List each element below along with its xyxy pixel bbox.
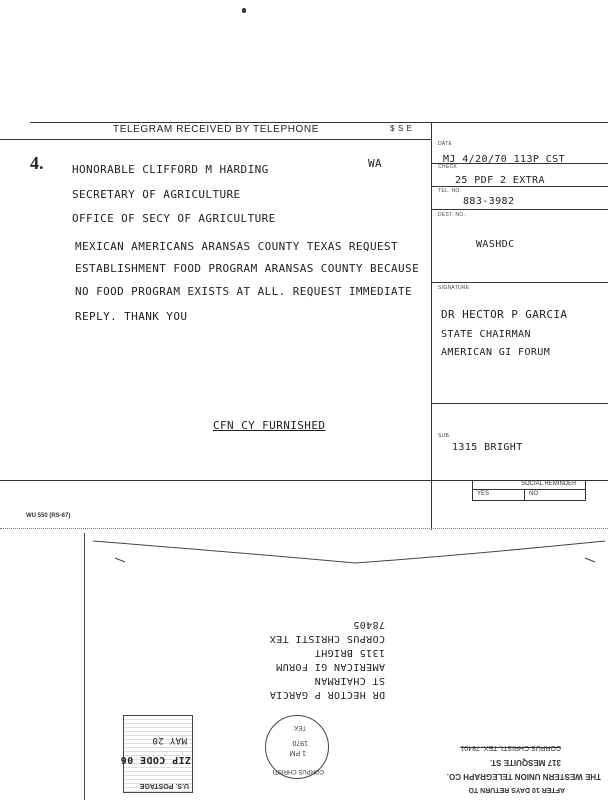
message-line-2: ESTABLISHMENT FOOD PROGRAM ARANSAS COUNTY BECAUSE [75,262,420,275]
signature-line-2: STATE CHAIRMAN [441,329,531,340]
dest-label: DEST. NO. [438,212,466,218]
message-line-3: NO FOOD PROGRAM EXISTS AT ALL. REQUEST IMMEDIATE [75,285,413,298]
telegram-header-title: TELEGRAM RECEIVED BY TELEPHONE [113,124,320,135]
check-rule [432,186,608,187]
header-rule [30,122,608,123]
date-label: DATE [438,141,453,147]
envelope-flap [85,533,608,583]
envelope-address-line-6: 78405 [352,619,385,630]
postmark [265,715,329,779]
tel-rule [432,209,608,210]
postmark-time: 1 PM [289,749,306,756]
dest-value: WASHDC [476,239,515,250]
social-reminder-divider [524,489,525,500]
sequence-number: 4. [30,153,44,173]
envelope-address-line-1: DR HECTOR P GARCIA [269,689,385,700]
meter-zip-text: ZIP CODE 06 [120,754,191,765]
social-reminder-label: SOCIAL REMINDER [521,481,577,487]
sub-label: SUB. [438,433,451,439]
form-number: WU 550 (RS-67) [26,513,71,519]
envelope-address-line-3: AMERICAN GI FORUM [275,661,385,672]
to-line-3: OFFICE OF SECY OF AGRICULTURE [72,212,276,225]
return-line-3: 317 MESQUITE ST. [489,758,561,767]
social-reminder-box [472,480,586,501]
to-line-1: HONORABLE CLIFFORD M HARDING [72,163,269,176]
message-line-4: REPLY. THANK YOU [75,310,188,323]
postmark-date: 1970 [292,739,308,746]
to-line-2: SECRETARY OF AGRICULTURE [72,188,241,201]
envelope-address-line-4: 1315 BRIGHT [314,647,385,658]
form-lower-rule [0,528,608,529]
signature-line-3: AMERICAN GI FORUM [441,347,551,358]
envelope [84,533,608,800]
yes-label: YES [477,491,490,497]
message-line-1: MEXICAN AMERICANS ARANSAS COUNTY TEXAS REQUEST [75,240,399,253]
return-line-2: THE WESTERN UNION TELEGRAPH CO. [446,772,601,781]
return-line-1: AFTER 10 DAYS RETURN TO [468,786,565,793]
meter-postage-label: U.S. POSTAGE [139,782,189,789]
cfn-note: CFN CY FURNISHED [213,419,326,432]
date-value: MJ 4/20/70 113P CST [443,154,565,165]
telegram-header-code: $ S E [390,124,413,133]
envelope-address-line-5: CORPUS CHRISTI TEX [269,633,385,644]
meter-mail-text: MAY 20 [152,735,187,745]
postmark-state: TEX. [292,724,306,730]
check-value: 25 PDF 2 EXTRA [455,175,545,186]
signature-line-1: DR HECTOR P GARCIA [441,308,568,321]
sub-value: 1315 BRIGHT [452,442,523,453]
signature-label: SIGNATURE [438,285,470,291]
panel-divider [431,122,432,530]
return-address-block [355,733,605,793]
sub-rule [432,403,608,404]
postmark-city: CORPUS CHRISTI [272,768,324,774]
service-code: WA [368,157,383,170]
envelope-address-block [215,610,385,700]
dest-rule [432,282,608,283]
tel-value: 883-3982 [463,196,515,207]
header-bottom-rule [0,139,432,140]
envelope-address-line-2: ST CHAIRMAN [314,675,385,686]
date-rule [432,163,608,164]
tel-label: TEL. NO. [438,188,462,194]
return-line-4: CORPUS CHRISTI, TEX. 78401 [460,744,561,751]
check-label: CHECK [438,164,458,170]
no-label: NO [529,491,538,497]
social-reminder-rule [473,489,585,490]
postage-meter [119,711,199,797]
